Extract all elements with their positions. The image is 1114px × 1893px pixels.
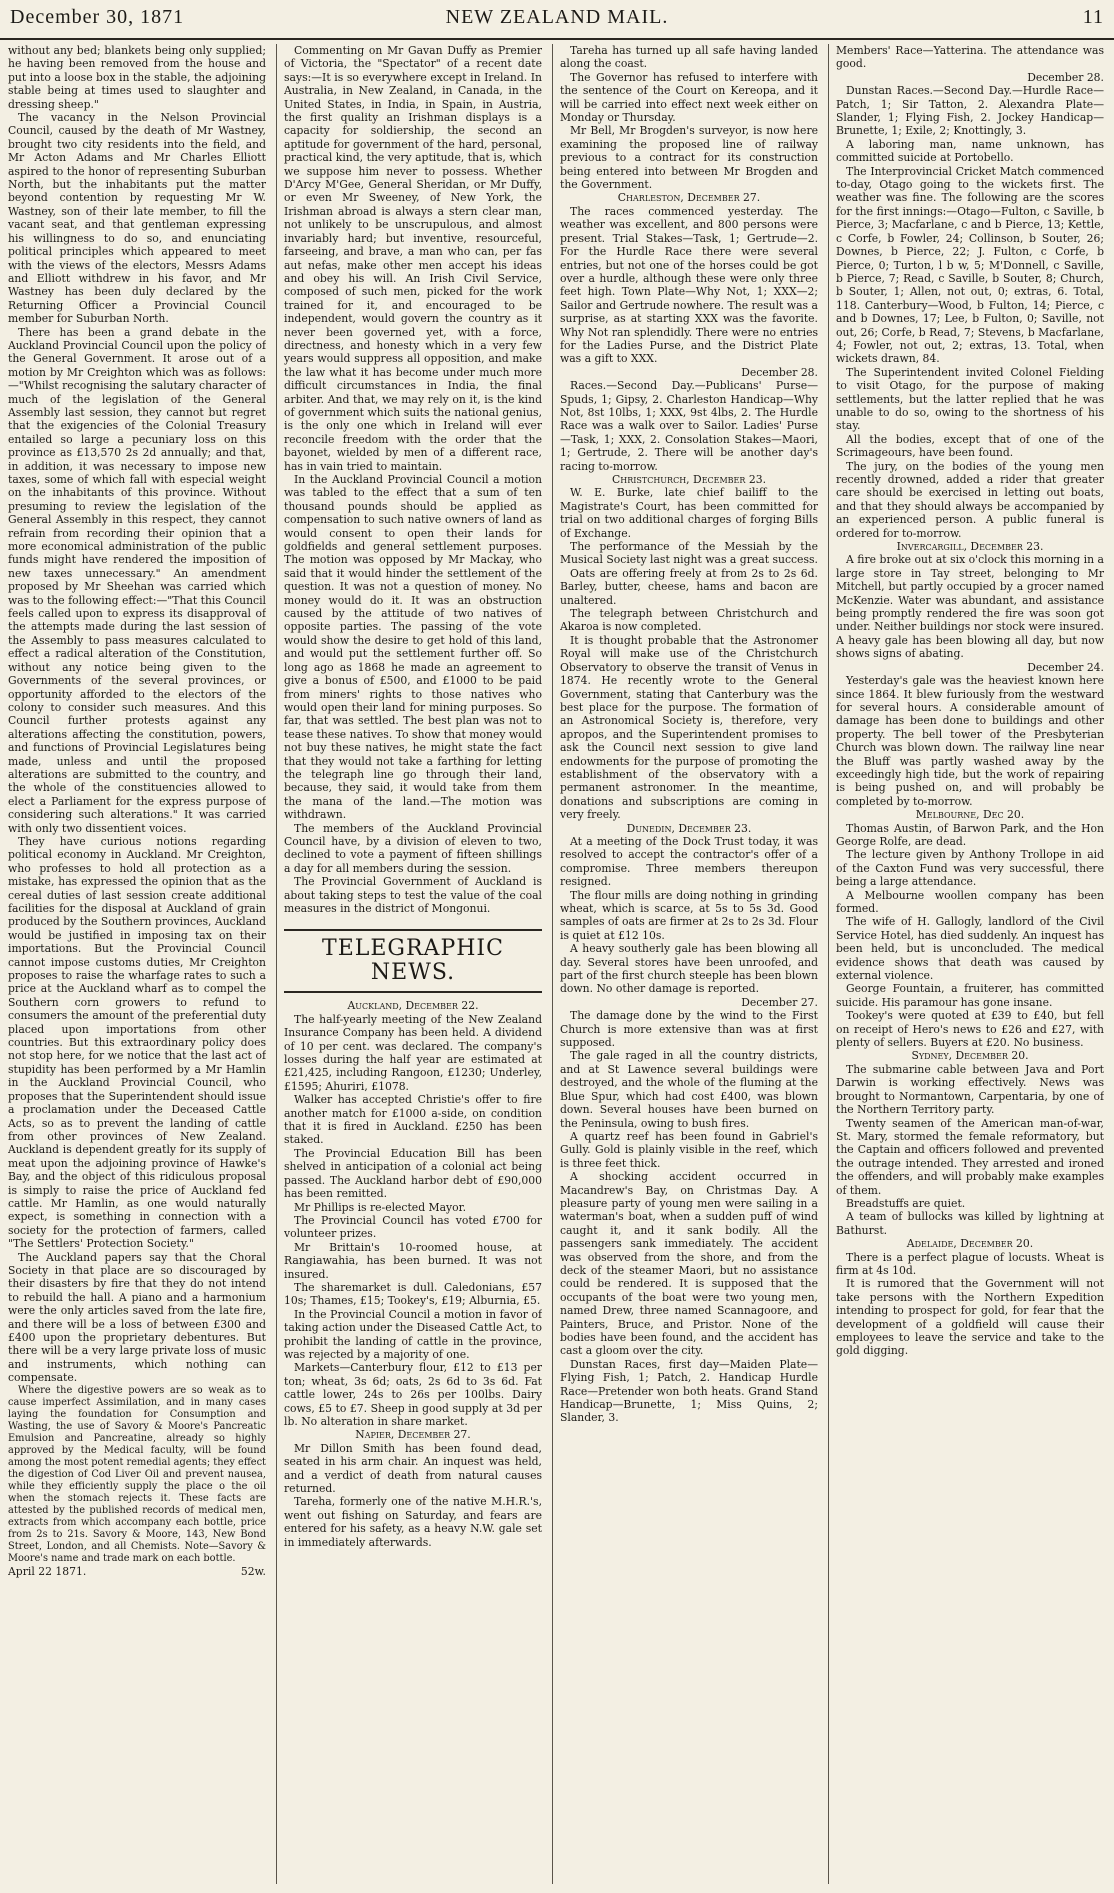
article-paragraph: The members of the Auckland Provincial Council have, by a division of eleven to two, declined to vote a payment of fifteen shillings a day for all members during the session. [284,821,542,875]
news-item: All the bodies, except that of one of the Scrimageours, have been found. [836,432,1104,460]
dateline: Dunedin, December 23. [626,821,752,835]
article-paragraph: without any bed; blankets being only supplied; he having been removed from the house and put into a loose box in the stable, the adjoining stable being at times used to slaughter and dressing sheep." [8,44,266,111]
dateline: December 27. [741,995,818,1009]
news-item: A team of bullocks was killed by lightning at Bathurst. [836,1210,1104,1237]
article-paragraph: The Auckland papers say that the Choral Society in that place are so discouraged by their disasters by fire that they do not intend to rebuild the hall. A piano and a harmonium were the only articles saved from the late fire, and there will be a loss of between £300 and £400 upon the proprietary debentures. But there will be a very large private loss of music and instruments, which nothing can compensate. [8,1250,266,1385]
news-item: Breadstuffs are quiet. [846,1196,966,1210]
dateline: Napier, December 27. [355,1428,471,1442]
news-item: The telegraph between Christchurch and Akaroa is now completed. [560,607,818,634]
news-item: Mr Phillips is re-elected Mayor. [294,1200,467,1214]
column-rule [552,44,553,1884]
news-item: The wife of H. Gallogly, landlord of the Civil Service Hotel, has died suddenly. An inquest has been held, but is unconcluded. The medical evidence shows that death was caused by external violence. [836,915,1104,983]
news-item: The Superintendent invited Colonel Fielding to visit Otago, for the purpose of making settlements, but the latter replied that he was unable to do so, owing to the shortness of his stay. [836,365,1104,433]
news-item: Tareha has turned up all safe having landed along the coast. [560,44,818,71]
article-paragraph: Commenting on Mr Gavan Duffy as Premier of Victoria, the "Spectator" of a recent date says:—It is so everywhere except in Ireland. In Australia, in New Zealand, in Canada, in the United States, in India, in Spain, in Austria, the first quality an Irishman displays is a capacity for soldiership, the second an aptitude for government of the hard, personal, practical kind, the very aptitude, that is, which we suppose him never to possess. Whether D'Arcy M'Gee, General Sheridan, or Mr Duffy, or even Mr Sweeney, of New York, the Irishman abroad is always a stern clear man, not unlikely to be unscrupulous, and almost invariably hard; but inventive, resourceful, farseeing, and brave, a man who can, per fas aut nefas, make other men accept his ideas and obey his will. An Irish Civil Service, composed of such men, picked for the work trained for it, and encouraged to be independent, would govern the country as it never been governed yet, with a force, directness, and honesty which in a very few years would suppress all opposition, and make the law what it has become under much more difficult circumstances in India, the final arbiter. And that, we may rely on it, is the kind of government which suits the national genius, is the only one which in Ireland will ever reconcile freedom with the order that the bayonet, wielded by men of a different race, has in vain tried to maintain. [284,44,542,473]
news-item: Yesterday's gale was the heaviest known here since 1864. It blew furiously from the westward for several hours. A considerable amount of damage has been done to buildings and other property. The bell tower of the Presbyterian Church was blown down. The railway line near the Bluff was partly washed away by the exceedingly high tide, but the work of repairing is being pushed on, and will probably be completed by to-morrow. [836,674,1104,808]
news-item: The damage done by the wind to the First Church is more extensive than was at first supposed. [560,1009,818,1050]
news-item: The half-yearly meeting of the New Zealand Insurance Company has been held. A dividend of 10 per cent. was declared. The company's losses during the half year are estimated at £21,425, including Rangoon, £1230; Underley, £1595; Ahuriri, £1078. [284,1012,542,1093]
news-item: Markets—Canterbury flour, £12 to £13 per ton; wheat, 3s 6d; oats, 2s 6d to 3s 6d. Fat cattle lower, 24s to 26s per 100lbs. Dairy cows, £5 to £7. Sheep in good supply at 3d per lb. No alteration in share market. [284,1361,542,1428]
news-item: Dunstan Races.—Second Day.—Hurdle Race—Patch, 1; Sir Tatton, 2. Alexandra Plate—Slander, 1; Flying Fish, 2. Jockey Handicap—Brunette, 1; Exile, 2; Knottingly, 3. [836,84,1104,138]
dateline: December 24. [1027,660,1104,674]
news-item: The Interprovincial Cricket Match commenced to-day, Otago going to the wickets first. The weather was fine. The following are the scores for the first innings:—Otago—Fulton, c Saville, b Pierce, 3; Macfarlane, c and b Pierce, 13; Kettle, c Corfe, b Fowler, 24; Collinson, b Souter, 26; Downes, b Pierce, 22; J. Fulton, c Corfe, b Pierce, 0; Turton, l b w, 5; M'Donnell, c Saville, b Pierce, 7; Read, c Saville, b Souter, 8; Church, b Souter, 1; Allen, not out, 0; extras, 6. Total, 118. Canterbury—Wood, b Fulton, 14; Pierce, c and b Downes, 17; Lee, b Fulton, 0; Saville, not out, 26; Corfe, b Read, 7; Stevens, b Macfarlane, 4; Fowler, not out, 2; extras, 13. Total, when wickets drawn, 84. [836,164,1104,366]
news-item: W. E. Burke, late chief bailiff to the Magistrate's Court, has been committed for trial on two additional charges of forging Bills of Exchange. [560,486,818,540]
dateline: December 28. [741,365,818,379]
news-item: A fire broke out at six o'clock this morning in a large store in Tay street, belonging to Mr Mitchell, but partly occupied by a grocer named McKenzie. Water was abundant, and assistance being promptly rendered the fire was soon got under. Neither buildings nor stock were insured. A heavy gale has been blowing all day, but now shows signs of abating. [836,553,1104,661]
dateline: Sydney, December 20. [911,1049,1029,1063]
article-paragraph: The Provincial Government of Auckland is about taking steps to test the value of the coal measures in the district of Mongonui. [284,875,542,915]
dateline: December 28. [1027,70,1104,84]
news-item: The submarine cable between Java and Port Darwin is working effectively. News was brought to Normantown, Carpentaria, by one of the Northern Territory party. [836,1062,1104,1117]
news-item: Thomas Austin, of Barwon Park, and the Hon George Rolfe, are dead. [836,821,1104,848]
news-item: Oats are offering freely at from 2s to 2s 6d. Barley, butter, cheese, hams and bacon are unaltered. [560,566,818,607]
news-item: A quartz reef has been found in Gabriel's Gully. Gold is plainly visible in the reef, which is three feet thick. [560,1129,818,1170]
advertisement-date: April 22 1871. [8,1564,87,1578]
news-item: Races.—Second Day.—Publicans' Purse—Spuds, 1; Gipsy, 2. Charleston Handicap—Why Not, 8st 10lbs, 1; XXX, 9st 4lbs, 2. The Hurdle Race was a walk over to Sailor. Ladies' Purse—Task, 1; XXX, 2. Consolation Stakes—Maori, 1; Gertrude, 2. There will be another day's racing to-morrow. [560,379,818,473]
news-item: The performance of the Messiah by the Musical Society last night was a great success. [560,540,818,567]
masthead-date: December 30, 1871 [10,6,185,28]
news-item: It is thought probable that the Astronomer Royal will make use of the Christchurch Observatory to observe the transit of Venus in 1874. He recently wrote to the General Government, stating that Canterbury was the best place for the purpose. The formation of an Astronomical Society is, therefore, very apropos, and the Superintendent promises to ask the Council next session to give land endowments for the purpose of promoting the establishment of the observatory with a permanent astronomer. In the meantime, donations and subscriptions are coming in very freely. [560,633,818,822]
news-item: Members' Race—Yatterina. The attendance was good. [836,44,1104,71]
news-item: Tareha, formerly one of the native M.H.R.'s, went out fishing on Saturday, and fears are entered for his safety, as a heavy N.W. gale set in immediately afterwards. [284,1495,542,1549]
news-item: The Provincial Education Bill has been shelved in anticipation of a colonial act being passed. The Auckland harbor debt of £90,000 has been remitted. [284,1146,542,1201]
news-item: George Fountain, a fruiterer, has committed suicide. His paramour has gone insane. [836,982,1104,1009]
news-item: The lecture given by Anthony Trollope in aid of the Caxton Fund was very successful, there being a large attendance. [836,848,1104,889]
advertisement: Where the digestive powers are so weak as to cause imperfect Assimilation, and in many cases laying the foundation for Consumption and Wasting, the use of Savory & Moore's Pancreatic Emulsion and Pancreatine, already so highly approved by the Medical faculty, will be found among the most potent remedial agents; they effect the digestion of Cod Liver Oil and prevent nausea, while they efficiently supply the place o the oil when the stomach rejects it. These facts are attested by the published records of medical men, extracts from which accompany each bottle, price from 2s to 21s. Savory & Moore, 143, New Bond Street, London, and all Chemists. Note—Savory & Moore's name and trade mark on each bottle. [8,1384,266,1564]
news-item: The races commenced yesterday. The weather was excellent, and 800 persons were present. Trial Stakes—Task, 1; Gertrude—2. For the Hurdle Race there were several entries, but not one of the horses could be got over a hurdle, although these were only three feet high. Town Plate—Why Not, 1; XXX—2; Sailor and Gertrude nowhere. The result was a surprise, as at starting XXX was the favorite. Why Not ran splendidly. There were no entries for the Ladies Purse, and the District Plate was a gift to XXX. [560,204,818,366]
news-item: Mr Dillon Smith has been found dead, seated in his arm chair. An inquest was held, and a verdict of death from natural causes returned. [284,1441,542,1496]
news-item: The Governor has refused to interfere with the sentence of the Court on Kereopa, and it will be carried into effect next week either on Monday or Thursday. [560,70,818,125]
news-item: Dunstan Races, first day—Maiden Plate—Flying Fish, 1; Patch, 2. Handicap Hurdle Race—Pretender won both heats. Grand Stand Handicap—Brunette, 1; Miss Quins, 2; Slander, 3. [560,1357,818,1425]
column-2 [284,44,542,1886]
news-item: It is rumored that the Government will not take persons with the Northern Expedition intending to prospect for gold, for fear that the development of a goldfield will cause their employees to leave the service and take to the gold digging. [836,1277,1104,1358]
dateline: Invercargill, December 23. [896,540,1044,554]
dateline: Auckland, December 22. [347,999,479,1013]
news-item: At a meeting of the Dock Trust today, it was resolved to accept the contractor's offer of a compromise. Three members thereupon resigned. [560,834,818,889]
dateline: Melbourne, Dec 20. [915,808,1025,822]
column-3 [560,44,818,1886]
news-item: Twenty seamen of the American man-of-war, St. Mary, stormed the female reformatory, but the Captain and officers followed and prevented the outrage intended. They arrested and ironed the offenders, and will probably make examples of them. [836,1116,1104,1197]
news-item: Tookey's were quoted at £39 to £40, but fell on receipt of Hero's news to £26 and £27, with plenty of sellers. Buyers at £20. No business. [836,1009,1104,1050]
news-item: There is a perfect plague of locusts. Wheat is firm at 4s 10d. [836,1250,1104,1277]
article-paragraph: There has been a grand debate in the Auckland Provincial Council upon the policy of the General Government. It arose out of a motion by Mr Creighton which was as follows:—"Whilst recognising the salutary character of much of the legislation of the General Assembly last session, they cannot but regret that the exigencies of the Colonial Treasury entailed so large a pecuniary loss on this province as £13,570 2s 2d annually; and that, in addition, it was necessary to impose new taxes, some of which fall with especial weight on the inhabitants of this province. Without presuming to review the legislation of the General Assembly in this respect, they cannot refrain from recording their opinion that a more economical administration of the public funds might have rendered the imposition of new taxes unnecessary." An amendment proposed by Mr Sheehan was carried which was to the following effect:—"That this Council feels called upon to express its disapproval of the attempts made during the last session of the Assembly to pass measures calculated to effect a radical alteration of the Constitution, without any notice being given to the Governments of the several provinces, or opportunity afforded to the electors of the colony to consider such measures. And this Council further protests against any alterations affecting the constitution, powers, and functions of Provincial Legislatures being made, unless and until the proposed alterations are submitted to the country, and the whole of the constituencies allowed to elect a Parliament for the express purpose of considering such alterations." It was carried with only two dissentient voices. [8,325,266,835]
dateline: Charleston, December 27. [617,191,761,205]
news-item: The gale raged in all the country districts, and at St Lawence several buildings were destroyed, and the whole of the fluming at the Blue Spur, which had cost £400, was blown down. Several houses have been burned on the Peninsula, owing to bush fires. [560,1049,818,1130]
advertisement-footer [8,1565,266,1578]
masthead-title: NEW ZEALAND MAIL. [445,6,669,28]
article-paragraph: The vacancy in the Nelson Provincial Council, caused by the death of Mr Wastney, brought two city residents into the field, and Mr Acton Adams and Mr Charles Elliott aspired to the honor of representing Suburban North, but the inhabitants put the matter beyond contention by requesting Mr W. Wastney, son of their late member, to fill the vacant seat, and that gentleman expressing his willingness to do so, and enunciating political principles which appeared to meet with the views of the electors, Messrs Adams and Elliott withdrew in his favor, and Mr Wastney has been duly declared by the Returning Officer a Provincial Council member for Suburban North. [8,111,266,326]
column-rule [276,44,277,1884]
column-1 [8,44,266,1886]
news-item: The flour mills are doing nothing in grinding wheat, which is scarce, at 5s to 5s 3d. Good samples of oats are firmer at 2s to 2s 3d. Flour is quiet at £12 10s. [560,888,818,942]
news-item: Walker has accepted Christie's offer to fire another match for £1000 a-side, on condition that it is fired in Auckland. £250 has been staked. [284,1093,542,1147]
news-item: A shocking accident occurred in Macandrew's Bay, on Christmas Day. A pleasure party of young men were sailing in a waterman's boat, when a sudden puff of wind caught it, and it sank bodily. All the passengers sank immediately. The accident was observed from the shore, and from the deck of the steamer Maori, but no assistance could be rendered. It is supposed that the occupants of the boat were two young men, named Drew, three named Scannagoore, and Painters, Bruce, and Pristor. None of the bodies have been found, and the accident has cast a gloom over the city. [560,1170,818,1358]
masthead [0,0,1114,40]
news-item: The Provincial Council has voted £700 for volunteer prizes. [284,1213,542,1241]
section-heading-telegraphic-news: TELEGRAPHIC NEWS. [284,929,542,993]
column-4 [836,44,1104,1886]
dateline: Adelaide, December 20. [906,1237,1034,1251]
news-item: Mr Bell, Mr Brogden's surveyor, is now here examining the proposed line of railway previous to a contract for its construction being entered into between Mr Brogden and the Government. [560,124,818,192]
column-rule [828,44,829,1884]
advertisement-code: 52w. [240,1564,266,1578]
news-item: The sharemarket is dull. Caledonians, £57 10s; Thames, £15; Tookey's, £19; Alburnia, £5. [284,1280,542,1308]
news-item: Mr Brittain's 10-roomed house, at Rangiawahia, has been burned. It was not insured. [284,1240,542,1281]
article-paragraph: They have curious notions regarding political economy in Auckland. Mr Creighton, who professes to hold all protection as a mistake, has expressed the opinion that as the cereal duties of last session create additional facilities for the disposal at Auckland of grain produced by the Southern provinces, Auckland would be justified in imposing tax on their importations. But the Provincial Council cannot impose customs duties, Mr Creighton proposes to raise the wharfage rates to such a price at the Auckland wharf as to compel the Southern corn growers to refund to consumers the amount of the preferential duty placed upon importations from other countries. But this extraordinary policy does not stop here, for we notice that the last act of stupidity has been performed by a Mr Hamlin in the Auckland Provincial Council, who proposes that the Superintendent should issue a proclamation under the Deceased Cattle Acts, so as to prevent the landing of cattle from other provinces of New Zealand. Auckland is dependent greatly for its supply of meat upon the adjoining province of Hawke's Bay, and the object of this ridiculous proposal is simply to raise the price of Auckland fed cattle. Mr Hamlin, as one would naturally expect, is something in connection with a society for the protection of farmers, called "The Settlers' Protection Society." [8,834,266,1251]
dateline: Christchurch, December 23. [611,473,767,486]
article-paragraph: In the Auckland Provincial Council a motion was tabled to the effect that a sum of ten thousand pounds should be applied as compensation to such native owners of land as would consent to open their lands for goldfields and general settlement purposes. The motion was opposed by Mr Mackay, who said that it would hinder the settlement of the question. It was not a question of money. No money would do it. It was an obstruction caused by the attitude of two natives of opposite parties. The passing of the vote would show the desire to get hold of this land, and would put the settlement further off. So long ago as 1868 he made an agreement to give a bonus of £500, and £1000 to be paid from miners' rights to those natives who would open their land for mining purposes. So far, that was settled. The best plan was not to tease these natives. To show that money would not buy these natives, he might state the fact that they would not take a farthing for letting the telegraph line go through their land, because, they said, it would take from them the mana of the land.—The motion was withdrawn. [284,473,542,822]
news-item: A Melbourne woollen company has been formed. [836,888,1104,915]
news-item: A laboring man, name unknown, has committed suicide at Portobello. [836,137,1104,165]
page-number: 11 [1082,6,1104,28]
news-item: A heavy southerly gale has been blowing all day. Several stores have been unroofed, and part of the first church steeple has been blown down. No other damage is reported. [560,942,818,996]
news-item: The jury, on the bodies of the young men recently drowned, added a rider that greater care should be exercised in letting out boats, and that they should always be accompanied by an experienced person. A public funeral is ordered for to-morrow. [836,459,1104,540]
news-item: In the Provincial Council a motion in favor of taking action under the Diseased Cattle Act, to prohibit the landing of cattle in the province, was rejected by a majority of one. [284,1307,542,1361]
